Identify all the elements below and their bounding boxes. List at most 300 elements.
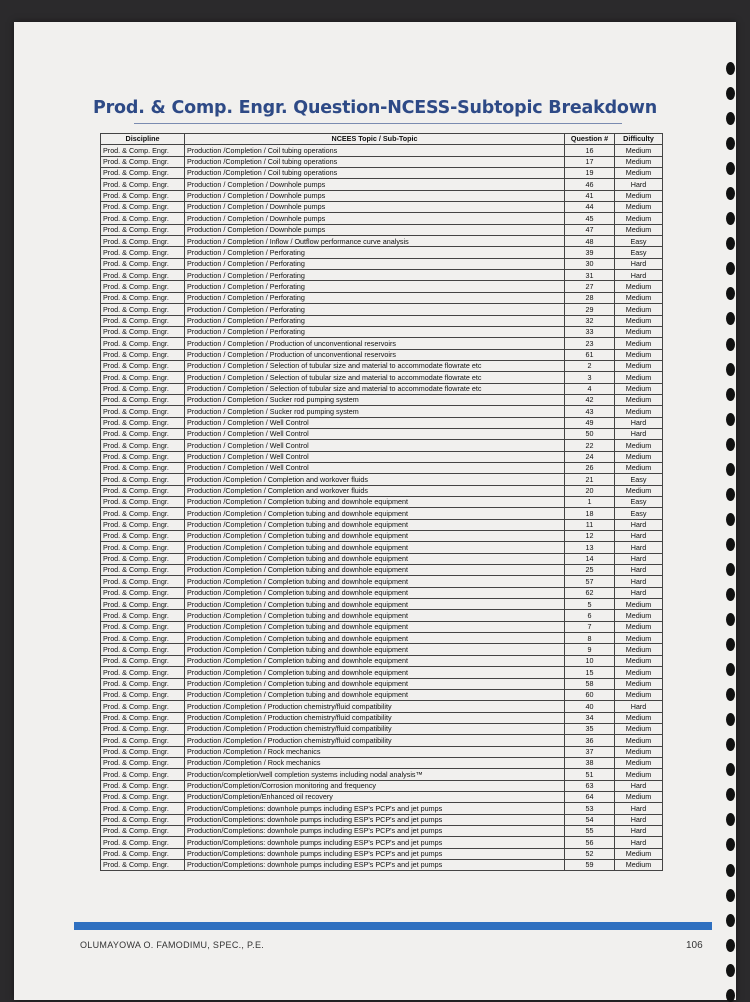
topic-cell: Production/Completion/Enhanced oil recovery xyxy=(185,791,565,802)
difficulty-cell: Medium xyxy=(615,757,663,768)
binding-ring xyxy=(726,162,735,175)
question-number-cell: 46 xyxy=(565,179,615,190)
question-number-cell: 29 xyxy=(565,304,615,315)
binding-ring xyxy=(726,638,735,651)
table-row xyxy=(101,803,663,814)
binding-ring xyxy=(726,212,735,225)
question-number-cell: 8 xyxy=(565,633,615,644)
binding-ring xyxy=(726,187,735,200)
difficulty-cell: Medium xyxy=(615,406,663,417)
table-row xyxy=(101,383,663,394)
discipline-cell: Prod. & Comp. Engr. xyxy=(101,168,185,179)
topic-cell: Production /Completion / Coil tubing operations xyxy=(185,156,565,167)
topic-cell: Production / Completion / Well Control xyxy=(185,428,565,439)
table-header-row xyxy=(101,134,663,145)
question-number-cell: 49 xyxy=(565,417,615,428)
topic-cell: Production / Completion / Downhole pumps xyxy=(185,179,565,190)
discipline-cell: Prod. & Comp. Engr. xyxy=(101,757,185,768)
question-number-cell: 53 xyxy=(565,803,615,814)
discipline-cell: Prod. & Comp. Engr. xyxy=(101,553,185,564)
binding-ring xyxy=(726,538,735,551)
table-row xyxy=(101,599,663,610)
discipline-cell: Prod. & Comp. Engr. xyxy=(101,655,185,666)
difficulty-cell: Medium xyxy=(615,451,663,462)
topic-cell: Production / Completion / Perforating xyxy=(185,315,565,326)
table-row xyxy=(101,837,663,848)
difficulty-cell: Medium xyxy=(615,281,663,292)
question-number-cell: 15 xyxy=(565,667,615,678)
table-row xyxy=(101,678,663,689)
discipline-cell: Prod. & Comp. Engr. xyxy=(101,848,185,859)
difficulty-cell: Medium xyxy=(615,746,663,757)
binding-ring xyxy=(726,338,735,351)
topic-cell: Production / Completion / Production of unconventional reservoirs xyxy=(185,338,565,349)
discipline-cell: Prod. & Comp. Engr. xyxy=(101,440,185,451)
question-number-cell: 63 xyxy=(565,780,615,791)
discipline-cell: Prod. & Comp. Engr. xyxy=(101,156,185,167)
difficulty-cell: Medium xyxy=(615,383,663,394)
discipline-cell: Prod. & Comp. Engr. xyxy=(101,281,185,292)
discipline-cell: Prod. & Comp. Engr. xyxy=(101,519,185,530)
topic-cell: Production /Completion / Completion tubing and downhole equipment xyxy=(185,678,565,689)
question-number-cell: 41 xyxy=(565,190,615,201)
table-row xyxy=(101,292,663,303)
topic-cell: Production/Completions: downhole pumps including ESP's PCP's and jet pumps xyxy=(185,814,565,825)
difficulty-cell: Medium xyxy=(615,599,663,610)
table-row xyxy=(101,168,663,179)
difficulty-cell: Hard xyxy=(615,428,663,439)
question-number-cell: 55 xyxy=(565,825,615,836)
table-row xyxy=(101,667,663,678)
question-number-cell: 21 xyxy=(565,474,615,485)
topic-cell: Production/completion/well completion systems including nodal analysis™ xyxy=(185,769,565,780)
discipline-cell: Prod. & Comp. Engr. xyxy=(101,213,185,224)
topic-cell: Production/Completions: downhole pumps including ESP's PCP's and jet pumps xyxy=(185,860,565,871)
binding-ring xyxy=(726,137,735,150)
discipline-cell: Prod. & Comp. Engr. xyxy=(101,837,185,848)
discipline-cell: Prod. & Comp. Engr. xyxy=(101,791,185,802)
difficulty-cell: Hard xyxy=(615,587,663,598)
question-number-cell: 6 xyxy=(565,610,615,621)
difficulty-cell: Hard xyxy=(615,519,663,530)
discipline-cell: Prod. & Comp. Engr. xyxy=(101,247,185,258)
discipline-cell: Prod. & Comp. Engr. xyxy=(101,860,185,871)
topic-cell: Production / Completion / Well Control xyxy=(185,451,565,462)
topic-cell: Production /Completion / Completion tubing and downhole equipment xyxy=(185,565,565,576)
binding-ring xyxy=(726,363,735,376)
difficulty-cell: Medium xyxy=(615,735,663,746)
topic-cell: Production /Completion / Completion tubing and downhole equipment xyxy=(185,508,565,519)
table-row xyxy=(101,780,663,791)
difficulty-cell: Medium xyxy=(615,712,663,723)
topic-cell: Production /Completion / Rock mechanics xyxy=(185,746,565,757)
topic-cell: Production/Completions: downhole pumps including ESP's PCP's and jet pumps xyxy=(185,837,565,848)
question-number-cell: 1 xyxy=(565,497,615,508)
topic-cell: Production /Completion / Completion tubing and downhole equipment xyxy=(185,542,565,553)
difficulty-cell: Medium xyxy=(615,462,663,473)
question-number-cell: 50 xyxy=(565,428,615,439)
question-number-cell: 19 xyxy=(565,168,615,179)
difficulty-cell: Easy xyxy=(615,247,663,258)
discipline-cell: Prod. & Comp. Engr. xyxy=(101,349,185,360)
binding-ring xyxy=(726,763,735,776)
table-row xyxy=(101,190,663,201)
breakdown-table xyxy=(100,133,663,871)
header-topic: NCEES Topic / Sub-Topic xyxy=(185,134,565,145)
difficulty-cell: Medium xyxy=(615,485,663,496)
table-row xyxy=(101,236,663,247)
binding-ring xyxy=(726,838,735,851)
discipline-cell: Prod. & Comp. Engr. xyxy=(101,270,185,281)
question-number-cell: 47 xyxy=(565,224,615,235)
discipline-cell: Prod. & Comp. Engr. xyxy=(101,315,185,326)
binding-ring xyxy=(726,513,735,526)
difficulty-cell: Hard xyxy=(615,531,663,542)
discipline-cell: Prod. & Comp. Engr. xyxy=(101,712,185,723)
discipline-cell: Prod. & Comp. Engr. xyxy=(101,394,185,405)
topic-cell: Production / Completion / Selection of tubular size and material to accommodate flowrate etc xyxy=(185,383,565,394)
topic-cell: Production /Completion / Completion tubing and downhole equipment xyxy=(185,599,565,610)
difficulty-cell: Medium xyxy=(615,315,663,326)
table-row xyxy=(101,542,663,553)
discipline-cell: Prod. & Comp. Engr. xyxy=(101,485,185,496)
question-number-cell: 18 xyxy=(565,508,615,519)
table-row xyxy=(101,349,663,360)
topic-cell: Production /Completion / Completion tubing and downhole equipment xyxy=(185,655,565,666)
topic-cell: Production /Completion / Completion tubing and downhole equipment xyxy=(185,587,565,598)
discipline-cell: Prod. & Comp. Engr. xyxy=(101,406,185,417)
table-row xyxy=(101,723,663,734)
difficulty-cell: Medium xyxy=(615,326,663,337)
topic-cell: Production /Completion / Completion tubing and downhole equipment xyxy=(185,610,565,621)
question-number-cell: 48 xyxy=(565,236,615,247)
table-row xyxy=(101,406,663,417)
binding-ring xyxy=(726,563,735,576)
question-number-cell: 28 xyxy=(565,292,615,303)
table-row xyxy=(101,712,663,723)
topic-cell: Production / Completion / Selection of tubular size and material to accommodate flowrate etc xyxy=(185,360,565,371)
difficulty-cell: Easy xyxy=(615,474,663,485)
topic-cell: Production / Completion / Inflow / Outflow performance curve analysis xyxy=(185,236,565,247)
difficulty-cell: Easy xyxy=(615,508,663,519)
difficulty-cell: Medium xyxy=(615,667,663,678)
topic-cell: Production / Completion / Sucker rod pumping system xyxy=(185,406,565,417)
difficulty-cell: Hard xyxy=(615,179,663,190)
binding-ring xyxy=(726,413,735,426)
difficulty-cell: Medium xyxy=(615,213,663,224)
binding-ring xyxy=(726,889,735,902)
discipline-cell: Prod. & Comp. Engr. xyxy=(101,508,185,519)
table-row xyxy=(101,474,663,485)
table-row xyxy=(101,746,663,757)
table-row xyxy=(101,610,663,621)
topic-cell: Production / Completion / Well Control xyxy=(185,417,565,428)
discipline-cell: Prod. & Comp. Engr. xyxy=(101,542,185,553)
topic-cell: Production / Completion / Perforating xyxy=(185,281,565,292)
question-number-cell: 30 xyxy=(565,258,615,269)
discipline-cell: Prod. & Comp. Engr. xyxy=(101,462,185,473)
discipline-cell: Prod. & Comp. Engr. xyxy=(101,814,185,825)
question-number-cell: 32 xyxy=(565,315,615,326)
question-number-cell: 26 xyxy=(565,462,615,473)
question-number-cell: 40 xyxy=(565,701,615,712)
discipline-cell: Prod. & Comp. Engr. xyxy=(101,565,185,576)
binding-ring xyxy=(726,864,735,877)
table-row xyxy=(101,270,663,281)
discipline-cell: Prod. & Comp. Engr. xyxy=(101,735,185,746)
question-number-cell: 34 xyxy=(565,712,615,723)
table-row xyxy=(101,224,663,235)
table-row xyxy=(101,497,663,508)
question-number-cell: 2 xyxy=(565,360,615,371)
topic-cell: Production / Completion / Perforating xyxy=(185,292,565,303)
question-number-cell: 58 xyxy=(565,678,615,689)
discipline-cell: Prod. & Comp. Engr. xyxy=(101,701,185,712)
discipline-cell: Prod. & Comp. Engr. xyxy=(101,451,185,462)
difficulty-cell: Hard xyxy=(615,565,663,576)
topic-cell: Production/Completions: downhole pumps including ESP's PCP's and jet pumps xyxy=(185,848,565,859)
topic-cell: Production /Completion / Completion tubing and downhole equipment xyxy=(185,553,565,564)
table-row xyxy=(101,848,663,859)
discipline-cell: Prod. & Comp. Engr. xyxy=(101,587,185,598)
discipline-cell: Prod. & Comp. Engr. xyxy=(101,746,185,757)
binding-ring xyxy=(726,939,735,952)
difficulty-cell: Medium xyxy=(615,848,663,859)
binding-ring xyxy=(726,262,735,275)
topic-cell: Production /Completion / Completion tubing and downhole equipment xyxy=(185,519,565,530)
discipline-cell: Prod. & Comp. Engr. xyxy=(101,304,185,315)
difficulty-cell: Medium xyxy=(615,372,663,383)
discipline-cell: Prod. & Comp. Engr. xyxy=(101,599,185,610)
question-number-cell: 42 xyxy=(565,394,615,405)
header-difficulty: Difficulty xyxy=(615,134,663,145)
table-row xyxy=(101,655,663,666)
question-number-cell: 10 xyxy=(565,655,615,666)
table-row xyxy=(101,202,663,213)
table-row xyxy=(101,553,663,564)
table-row xyxy=(101,213,663,224)
topic-cell: Production /Completion / Completion tubing and downhole equipment xyxy=(185,531,565,542)
table-row xyxy=(101,372,663,383)
question-number-cell: 64 xyxy=(565,791,615,802)
difficulty-cell: Medium xyxy=(615,168,663,179)
question-number-cell: 37 xyxy=(565,746,615,757)
topic-cell: Production / Completion / Downhole pumps xyxy=(185,190,565,201)
binding-ring xyxy=(726,62,735,75)
question-number-cell: 20 xyxy=(565,485,615,496)
table-row xyxy=(101,417,663,428)
difficulty-cell: Hard xyxy=(615,417,663,428)
table-row xyxy=(101,451,663,462)
discipline-cell: Prod. & Comp. Engr. xyxy=(101,621,185,632)
discipline-cell: Prod. & Comp. Engr. xyxy=(101,576,185,587)
question-number-cell: 56 xyxy=(565,837,615,848)
discipline-cell: Prod. & Comp. Engr. xyxy=(101,179,185,190)
binding-ring xyxy=(726,914,735,927)
difficulty-cell: Hard xyxy=(615,814,663,825)
table-row xyxy=(101,689,663,700)
question-number-cell: 14 xyxy=(565,553,615,564)
table-row xyxy=(101,587,663,598)
question-number-cell: 11 xyxy=(565,519,615,530)
difficulty-cell: Medium xyxy=(615,360,663,371)
table-row xyxy=(101,621,663,632)
discipline-cell: Prod. & Comp. Engr. xyxy=(101,372,185,383)
question-number-cell: 9 xyxy=(565,644,615,655)
table-row xyxy=(101,814,663,825)
topic-cell: Production / Completion / Perforating xyxy=(185,304,565,315)
difficulty-cell: Easy xyxy=(615,497,663,508)
difficulty-cell: Medium xyxy=(615,190,663,201)
discipline-cell: Prod. & Comp. Engr. xyxy=(101,678,185,689)
discipline-cell: Prod. & Comp. Engr. xyxy=(101,667,185,678)
discipline-cell: Prod. & Comp. Engr. xyxy=(101,769,185,780)
discipline-cell: Prod. & Comp. Engr. xyxy=(101,383,185,394)
question-number-cell: 23 xyxy=(565,338,615,349)
table-row xyxy=(101,485,663,496)
difficulty-cell: Hard xyxy=(615,270,663,281)
question-number-cell: 17 xyxy=(565,156,615,167)
header-discipline: Discipline xyxy=(101,134,185,145)
topic-cell: Production /Completion / Production chemistry/fluid compatibility xyxy=(185,701,565,712)
binding-ring xyxy=(726,463,735,476)
question-number-cell: 24 xyxy=(565,451,615,462)
discipline-cell: Prod. & Comp. Engr. xyxy=(101,689,185,700)
discipline-cell: Prod. & Comp. Engr. xyxy=(101,338,185,349)
table-row xyxy=(101,394,663,405)
difficulty-cell: Medium xyxy=(615,224,663,235)
difficulty-cell: Medium xyxy=(615,610,663,621)
topic-cell: Production /Completion / Completion tubing and downhole equipment xyxy=(185,633,565,644)
table-row xyxy=(101,145,663,156)
difficulty-cell: Hard xyxy=(615,258,663,269)
discipline-cell: Prod. & Comp. Engr. xyxy=(101,292,185,303)
difficulty-cell: Medium xyxy=(615,292,663,303)
question-number-cell: 51 xyxy=(565,769,615,780)
table-row xyxy=(101,791,663,802)
table-row xyxy=(101,326,663,337)
question-number-cell: 36 xyxy=(565,735,615,746)
binding-ring xyxy=(726,964,735,977)
topic-cell: Production /Completion / Completion tubing and downhole equipment xyxy=(185,667,565,678)
topic-cell: Production /Completion / Rock mechanics xyxy=(185,757,565,768)
difficulty-cell: Medium xyxy=(615,723,663,734)
difficulty-cell: Easy xyxy=(615,236,663,247)
difficulty-cell: Medium xyxy=(615,769,663,780)
difficulty-cell: Medium xyxy=(615,338,663,349)
table-row xyxy=(101,531,663,542)
page-number: 106 xyxy=(686,940,703,951)
difficulty-cell: Hard xyxy=(615,780,663,791)
binding-ring xyxy=(726,813,735,826)
question-number-cell: 7 xyxy=(565,621,615,632)
discipline-cell: Prod. & Comp. Engr. xyxy=(101,258,185,269)
topic-cell: Production /Completion / Completion tubing and downhole equipment xyxy=(185,576,565,587)
question-number-cell: 12 xyxy=(565,531,615,542)
question-number-cell: 16 xyxy=(565,145,615,156)
discipline-cell: Prod. & Comp. Engr. xyxy=(101,723,185,734)
discipline-cell: Prod. & Comp. Engr. xyxy=(101,190,185,201)
discipline-cell: Prod. & Comp. Engr. xyxy=(101,360,185,371)
table-row xyxy=(101,258,663,269)
discipline-cell: Prod. & Comp. Engr. xyxy=(101,224,185,235)
question-number-cell: 62 xyxy=(565,587,615,598)
difficulty-cell: Medium xyxy=(615,202,663,213)
topic-cell: Production / Completion / Downhole pumps xyxy=(185,202,565,213)
topic-cell: Production/Completion/Corrosion monitoring and frequency xyxy=(185,780,565,791)
topic-cell: Production / Completion / Selection of tubular size and material to accommodate flowrate etc xyxy=(185,372,565,383)
table-row xyxy=(101,281,663,292)
topic-cell: Production / Completion / Perforating xyxy=(185,247,565,258)
binding-ring xyxy=(726,738,735,751)
table-row xyxy=(101,156,663,167)
question-number-cell: 4 xyxy=(565,383,615,394)
question-number-cell: 3 xyxy=(565,372,615,383)
table-row xyxy=(101,860,663,871)
topic-cell: Production/Completions: downhole pumps including ESP's PCP's and jet pumps xyxy=(185,825,565,836)
topic-cell: Production /Completion / Completion tubing and downhole equipment xyxy=(185,621,565,632)
difficulty-cell: Hard xyxy=(615,803,663,814)
question-number-cell: 27 xyxy=(565,281,615,292)
question-number-cell: 61 xyxy=(565,349,615,360)
question-number-cell: 33 xyxy=(565,326,615,337)
discipline-cell: Prod. & Comp. Engr. xyxy=(101,145,185,156)
table-row xyxy=(101,735,663,746)
table-row xyxy=(101,440,663,451)
topic-cell: Production /Completion / Production chemistry/fluid compatibility xyxy=(185,723,565,734)
topic-cell: Production / Completion / Well Control xyxy=(185,462,565,473)
discipline-cell: Prod. & Comp. Engr. xyxy=(101,497,185,508)
difficulty-cell: Hard xyxy=(615,701,663,712)
topic-cell: Production / Completion / Downhole pumps xyxy=(185,224,565,235)
question-number-cell: 39 xyxy=(565,247,615,258)
difficulty-cell: Medium xyxy=(615,621,663,632)
question-number-cell: 35 xyxy=(565,723,615,734)
topic-cell: Production / Completion / Production of unconventional reservoirs xyxy=(185,349,565,360)
discipline-cell: Prod. & Comp. Engr. xyxy=(101,610,185,621)
question-number-cell: 25 xyxy=(565,565,615,576)
topic-cell: Production / Completion / Perforating xyxy=(185,326,565,337)
difficulty-cell: Hard xyxy=(615,837,663,848)
table-body xyxy=(101,145,663,871)
table-row xyxy=(101,644,663,655)
topic-cell: Production / Completion / Sucker rod pumping system xyxy=(185,394,565,405)
question-number-cell: 54 xyxy=(565,814,615,825)
question-number-cell: 57 xyxy=(565,576,615,587)
binding-ring xyxy=(726,488,735,501)
binding-ring xyxy=(726,388,735,401)
table-row xyxy=(101,428,663,439)
difficulty-cell: Medium xyxy=(615,304,663,315)
table-row xyxy=(101,508,663,519)
topic-cell: Production /Completion / Production chemistry/fluid compatibility xyxy=(185,712,565,723)
binding-ring xyxy=(726,312,735,325)
question-number-cell: 60 xyxy=(565,689,615,700)
table-row xyxy=(101,757,663,768)
difficulty-cell: Medium xyxy=(615,689,663,700)
footer-bar xyxy=(74,922,712,930)
binding-ring xyxy=(726,438,735,451)
topic-cell: Production /Completion / Completion and workover fluids xyxy=(185,474,565,485)
topic-cell: Production /Completion / Completion and workover fluids xyxy=(185,485,565,496)
difficulty-cell: Hard xyxy=(615,542,663,553)
topic-cell: Production /Completion / Completion tubing and downhole equipment xyxy=(185,689,565,700)
table-row xyxy=(101,247,663,258)
table-row xyxy=(101,633,663,644)
binding-ring xyxy=(726,237,735,250)
binding-ring xyxy=(726,688,735,701)
discipline-cell: Prod. & Comp. Engr. xyxy=(101,474,185,485)
